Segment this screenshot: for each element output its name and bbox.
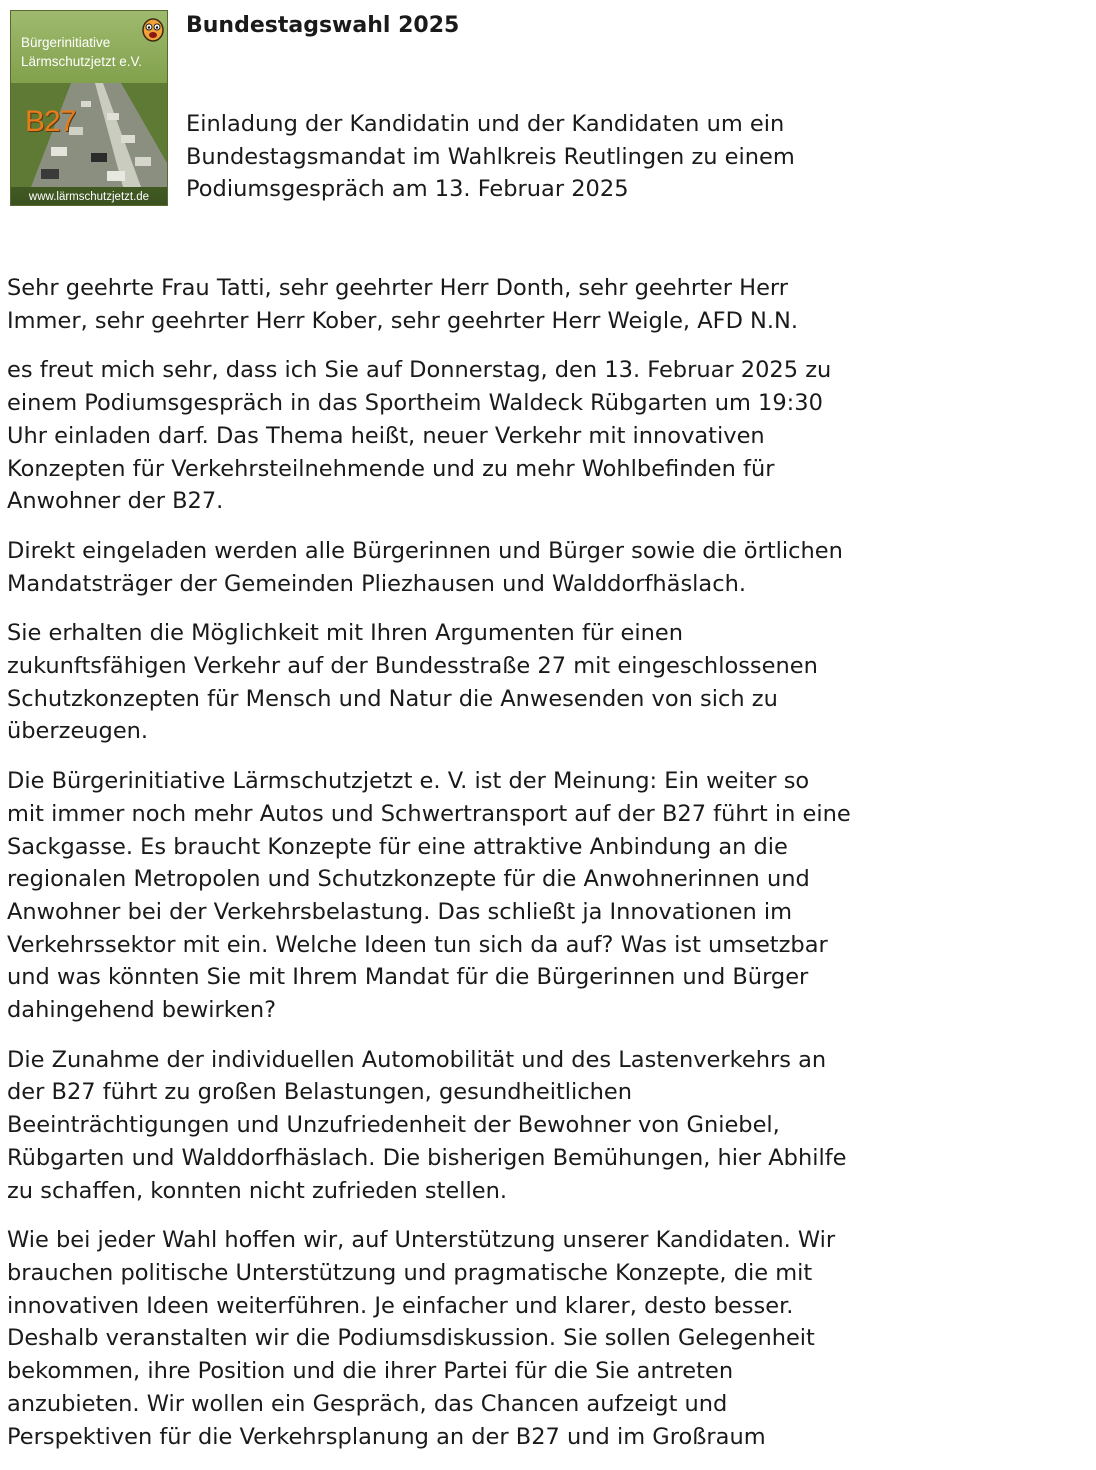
text-line: der B27 führt zu großen Belastungen, gesundheitlichen: [7, 1079, 633, 1106]
text-line: Mandatsträger der Gemeinden Pliezhausen und Walddorfhäslach.: [7, 570, 746, 597]
text-line: brauchen politische Unterstützung und pragmatische Konzepte, die mit: [7, 1259, 813, 1286]
intro-line: Bundestagsmandat im Wahlkreis Reutlingen zu einem: [186, 143, 795, 170]
text-line: Direkt eingeladen werden alle Bürgerinnen und Bürger sowie die örtlichen: [7, 537, 843, 564]
text-line: es freut mich sehr, dass ich Sie auf Donnerstag, den 13. Februar 2025 zu: [7, 357, 832, 384]
text-line: Beeinträchtigungen und Unzufriedenheit der Bewohner von Gniebel,: [7, 1112, 780, 1139]
text-line: Perspektiven für die Verkehrsplanung an der B27 und im Großraum: [7, 1423, 766, 1450]
text-line: Sackgasse. Es braucht Konzepte für eine attraktive Anbindung an die: [7, 833, 788, 860]
text-line: Verkehrssektor mit ein. Welche Ideen tun sich da auf? Was ist umsetzbar: [7, 931, 828, 958]
support-paragraph: [7, 1224, 1087, 1453]
text-line: und was könnten Sie mit Ihrem Mandat für die Bürgerinnen und Bürger: [7, 964, 809, 991]
text-line: Die Zunahme der individuellen Automobilität und des Lastenverkehrs an: [7, 1046, 827, 1073]
text-line: Deshalb veranstalten wir die Podiumsdiskussion. Sie sollen Gelegenheit: [7, 1325, 815, 1352]
logo-name-line2: Lärmschutzjetzt e.V.: [21, 54, 143, 69]
opinion-paragraph: [7, 765, 1087, 1027]
intro-line: Podiumsgespräch am 13. Februar 2025: [186, 176, 629, 202]
text-line: bekommen, ihre Position und die ihrer Partei für die Sie antreten: [7, 1358, 734, 1385]
text-line: innovativen Ideen weiterführen. Je einfacher und klarer, desto besser.: [7, 1292, 794, 1319]
guests-paragraph: [7, 535, 1087, 600]
burden-paragraph: [7, 1044, 1087, 1208]
text-line: regionalen Metropolen und Schutzkonzepte für die Anwohnerinnen und: [7, 866, 810, 893]
mascot-face-icon: [141, 17, 165, 43]
logo-b27-badge: B27: [25, 105, 76, 138]
text-line: anzubieten. Wir wollen ein Gespräch, das Chancen aufzeigt und: [7, 1390, 728, 1417]
text-line: zu schaffen, konnten nicht zufrieden stellen.: [7, 1177, 507, 1204]
text-line: Sehr geehrte Frau Tatti, sehr geehrter Herr Donth, sehr geehrter Herr: [7, 275, 789, 301]
logo-name-line1: Bürgerinitiative: [21, 35, 111, 50]
organization-logo: [10, 10, 168, 206]
invitation-paragraph: [7, 354, 1087, 518]
text-line: mit immer noch mehr Autos und Schwertransport auf der B27 führt in eine: [7, 800, 851, 827]
page-title: Bundestagswahl 2025: [186, 13, 460, 38]
text-line: Konzepten für Verkehrsteilnehmende und zu mehr Wohlbefinden für: [7, 455, 775, 482]
text-line: zukunftsfähigen Verkehr auf der Bundesstraße 27 mit eingeschlossenen: [7, 653, 818, 680]
text-line: Die Bürgerinitiative Lärmschutzjetzt e. V. ist der Meinung: Ein weiter so: [7, 768, 810, 795]
invitation-intro: [186, 108, 1066, 206]
text-line: Wie bei jeder Wahl hoffen wir, auf Unterstützung unserer Kandidaten. Wir: [7, 1227, 836, 1254]
text-line: Rübgarten und Walddorfhäslach. Die bisherigen Bemühungen, hier Abhilfe: [7, 1144, 847, 1171]
text-line: Immer, sehr geehrter Herr Kober, sehr geehrter Herr Weigle, AFD N.N.: [7, 307, 799, 334]
intro-line: Einladung der Kandidatin und der Kandidaten um ein: [186, 111, 785, 137]
text-line: Schutzkonzepten für Mensch und Natur die Anwesenden von sich zu: [7, 685, 778, 712]
text-line: Uhr einladen darf. Das Thema heißt, neuer Verkehr mit innovativen: [7, 422, 765, 449]
text-line: Anwohner bei der Verkehrsbelastung. Das schließt ja Innovationen im: [7, 898, 793, 925]
opportunity-paragraph: [7, 617, 1087, 748]
letter-body: [7, 272, 1087, 1470]
text-line: einem Podiumsgespräch in das Sportheim Waldeck Rübgarten um 19:30: [7, 390, 823, 417]
logo-organization-name: [21, 33, 142, 71]
text-line: überzeugen.: [7, 718, 149, 745]
salutation-paragraph: [7, 272, 1087, 337]
text-line: dahingehend bewirken?: [7, 997, 277, 1024]
text-line: Anwohner der B27.: [7, 488, 224, 515]
logo-website-url: www.lärmschutzjetzt.de: [28, 191, 150, 203]
text-line: Sie erhalten die Möglichkeit mit Ihren Argumenten für einen: [7, 620, 683, 647]
